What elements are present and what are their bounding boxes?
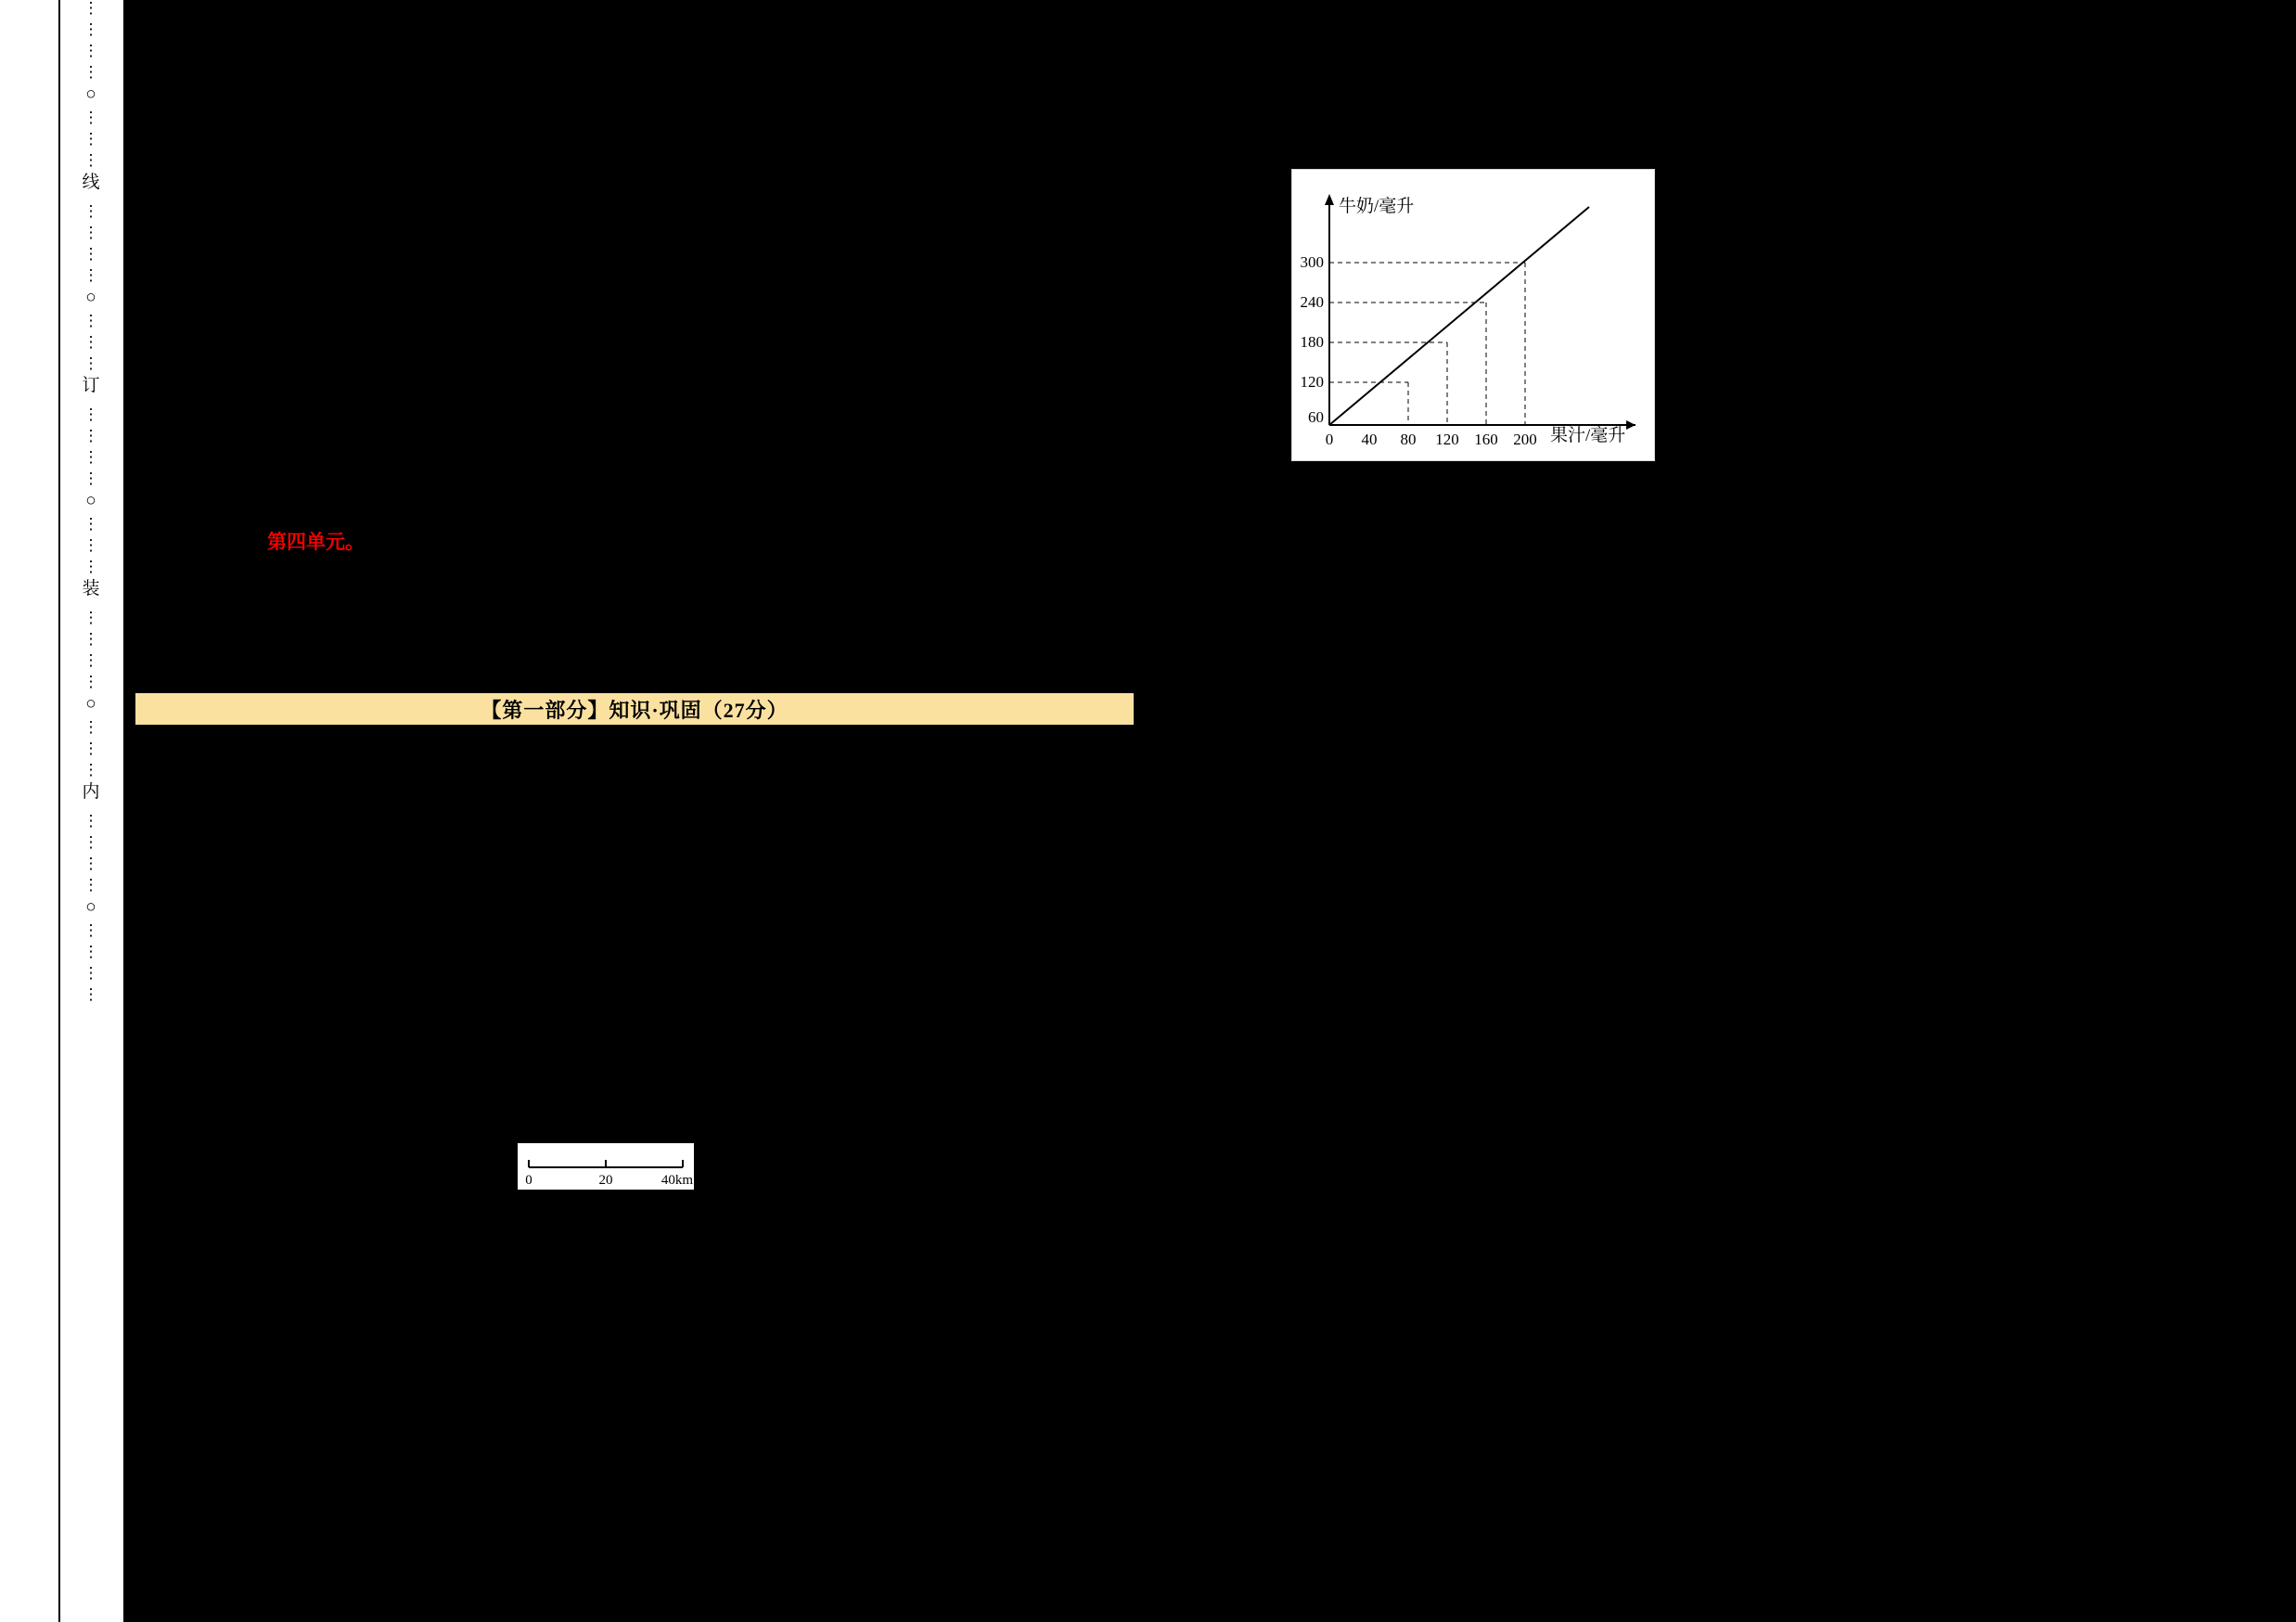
seal-ring-marker: ○ [85, 897, 96, 917]
seal-dot: ⋮ [83, 876, 99, 894]
seal-line-column [72, 0, 109, 1622]
seal-dot: ⋮ [83, 943, 99, 960]
scale-bar-svg [518, 1143, 694, 1190]
seal-line-character: 内 [82, 782, 100, 802]
seal-dot: ⋮ [83, 20, 99, 38]
seal-dot: ⋮ [83, 558, 99, 575]
seal-dot: ⋮ [83, 833, 99, 851]
seal-dot: ⋮ [83, 42, 99, 59]
x-tick-label: 40 [1361, 431, 1378, 448]
seal-dot: ⋮ [83, 109, 99, 126]
unit-annotation: 第四单元。 [267, 531, 365, 553]
seal-dot: ⋮ [83, 0, 99, 17]
seal-dot: ⋮ [83, 130, 99, 148]
seal-dot: ⋮ [83, 448, 99, 466]
seal-ring-marker: ○ [85, 288, 96, 307]
section-banner [135, 693, 1134, 725]
seal-line-character: 装 [82, 579, 100, 599]
document-content-area [123, 0, 2296, 1622]
y-axis-arrow [1325, 194, 1334, 205]
seal-dot: ⋮ [83, 964, 99, 982]
seal-dot: ⋮ [83, 673, 99, 690]
seal-dot: ⋮ [83, 266, 99, 284]
y-tick-label: 120 [1300, 373, 1324, 391]
x-tick-label: 80 [1400, 431, 1417, 448]
map-scale-bar [518, 1143, 694, 1190]
seal-dot: ⋮ [83, 333, 99, 351]
x-tick-label: 120 [1435, 431, 1459, 448]
x-tick-label: 200 [1513, 431, 1537, 448]
seal-dot: ⋮ [83, 812, 99, 830]
seal-dot: ⋮ [83, 151, 99, 169]
seal-dot: ⋮ [83, 406, 99, 423]
section-banner-label: 【第一部分】知识·巩固（27分） [481, 698, 789, 722]
milk-juice-line-chart [1291, 169, 1655, 461]
seal-line-character: 订 [82, 376, 100, 395]
seal-dot: ⋮ [83, 312, 99, 329]
seal-ring-marker: ○ [85, 694, 96, 714]
data-line-series-1 [1329, 207, 1589, 425]
seal-dot: ⋮ [83, 718, 99, 736]
left-margin-strip [0, 0, 123, 1622]
chart-svg [1292, 170, 1652, 458]
x-axis-arrow [1626, 420, 1635, 430]
x-axis-title: 果汁/毫升 [1550, 426, 1626, 445]
seal-dot: ⋮ [83, 630, 99, 648]
seal-dot: ⋮ [83, 921, 99, 939]
x-tick-label: 160 [1474, 431, 1498, 448]
seal-ring-marker: ○ [85, 84, 96, 104]
scale-label: 40km [661, 1173, 694, 1188]
seal-dot: ⋮ [83, 855, 99, 872]
y-tick-label: 180 [1300, 333, 1324, 351]
seal-dot: ⋮ [83, 224, 99, 241]
scale-label: 20 [598, 1173, 613, 1188]
seal-dot: ⋮ [83, 515, 99, 533]
y-tick-label: 60 [1308, 408, 1324, 426]
seal-dot: ⋮ [83, 740, 99, 757]
seal-dot: ⋮ [83, 202, 99, 220]
seal-dot: ⋮ [83, 245, 99, 263]
x-tick-label: 0 [1325, 431, 1334, 448]
seal-dot: ⋮ [83, 609, 99, 626]
y-tick-label: 300 [1300, 253, 1324, 271]
scale-label: 0 [525, 1173, 532, 1188]
seal-dot: ⋮ [83, 63, 99, 81]
seal-dot: ⋮ [83, 985, 99, 1003]
seal-dot: ⋮ [83, 651, 99, 669]
seal-ring-marker: ○ [85, 491, 96, 510]
seal-dot: ⋮ [83, 536, 99, 554]
y-axis-title: 牛奶/毫升 [1339, 197, 1415, 216]
y-tick-label: 240 [1300, 293, 1324, 311]
margin-rule-line [58, 0, 60, 1622]
seal-dot: ⋮ [83, 354, 99, 372]
seal-line-character: 线 [82, 173, 100, 192]
seal-dot: ⋮ [83, 470, 99, 487]
seal-dot: ⋮ [83, 427, 99, 444]
seal-dot: ⋮ [83, 761, 99, 779]
